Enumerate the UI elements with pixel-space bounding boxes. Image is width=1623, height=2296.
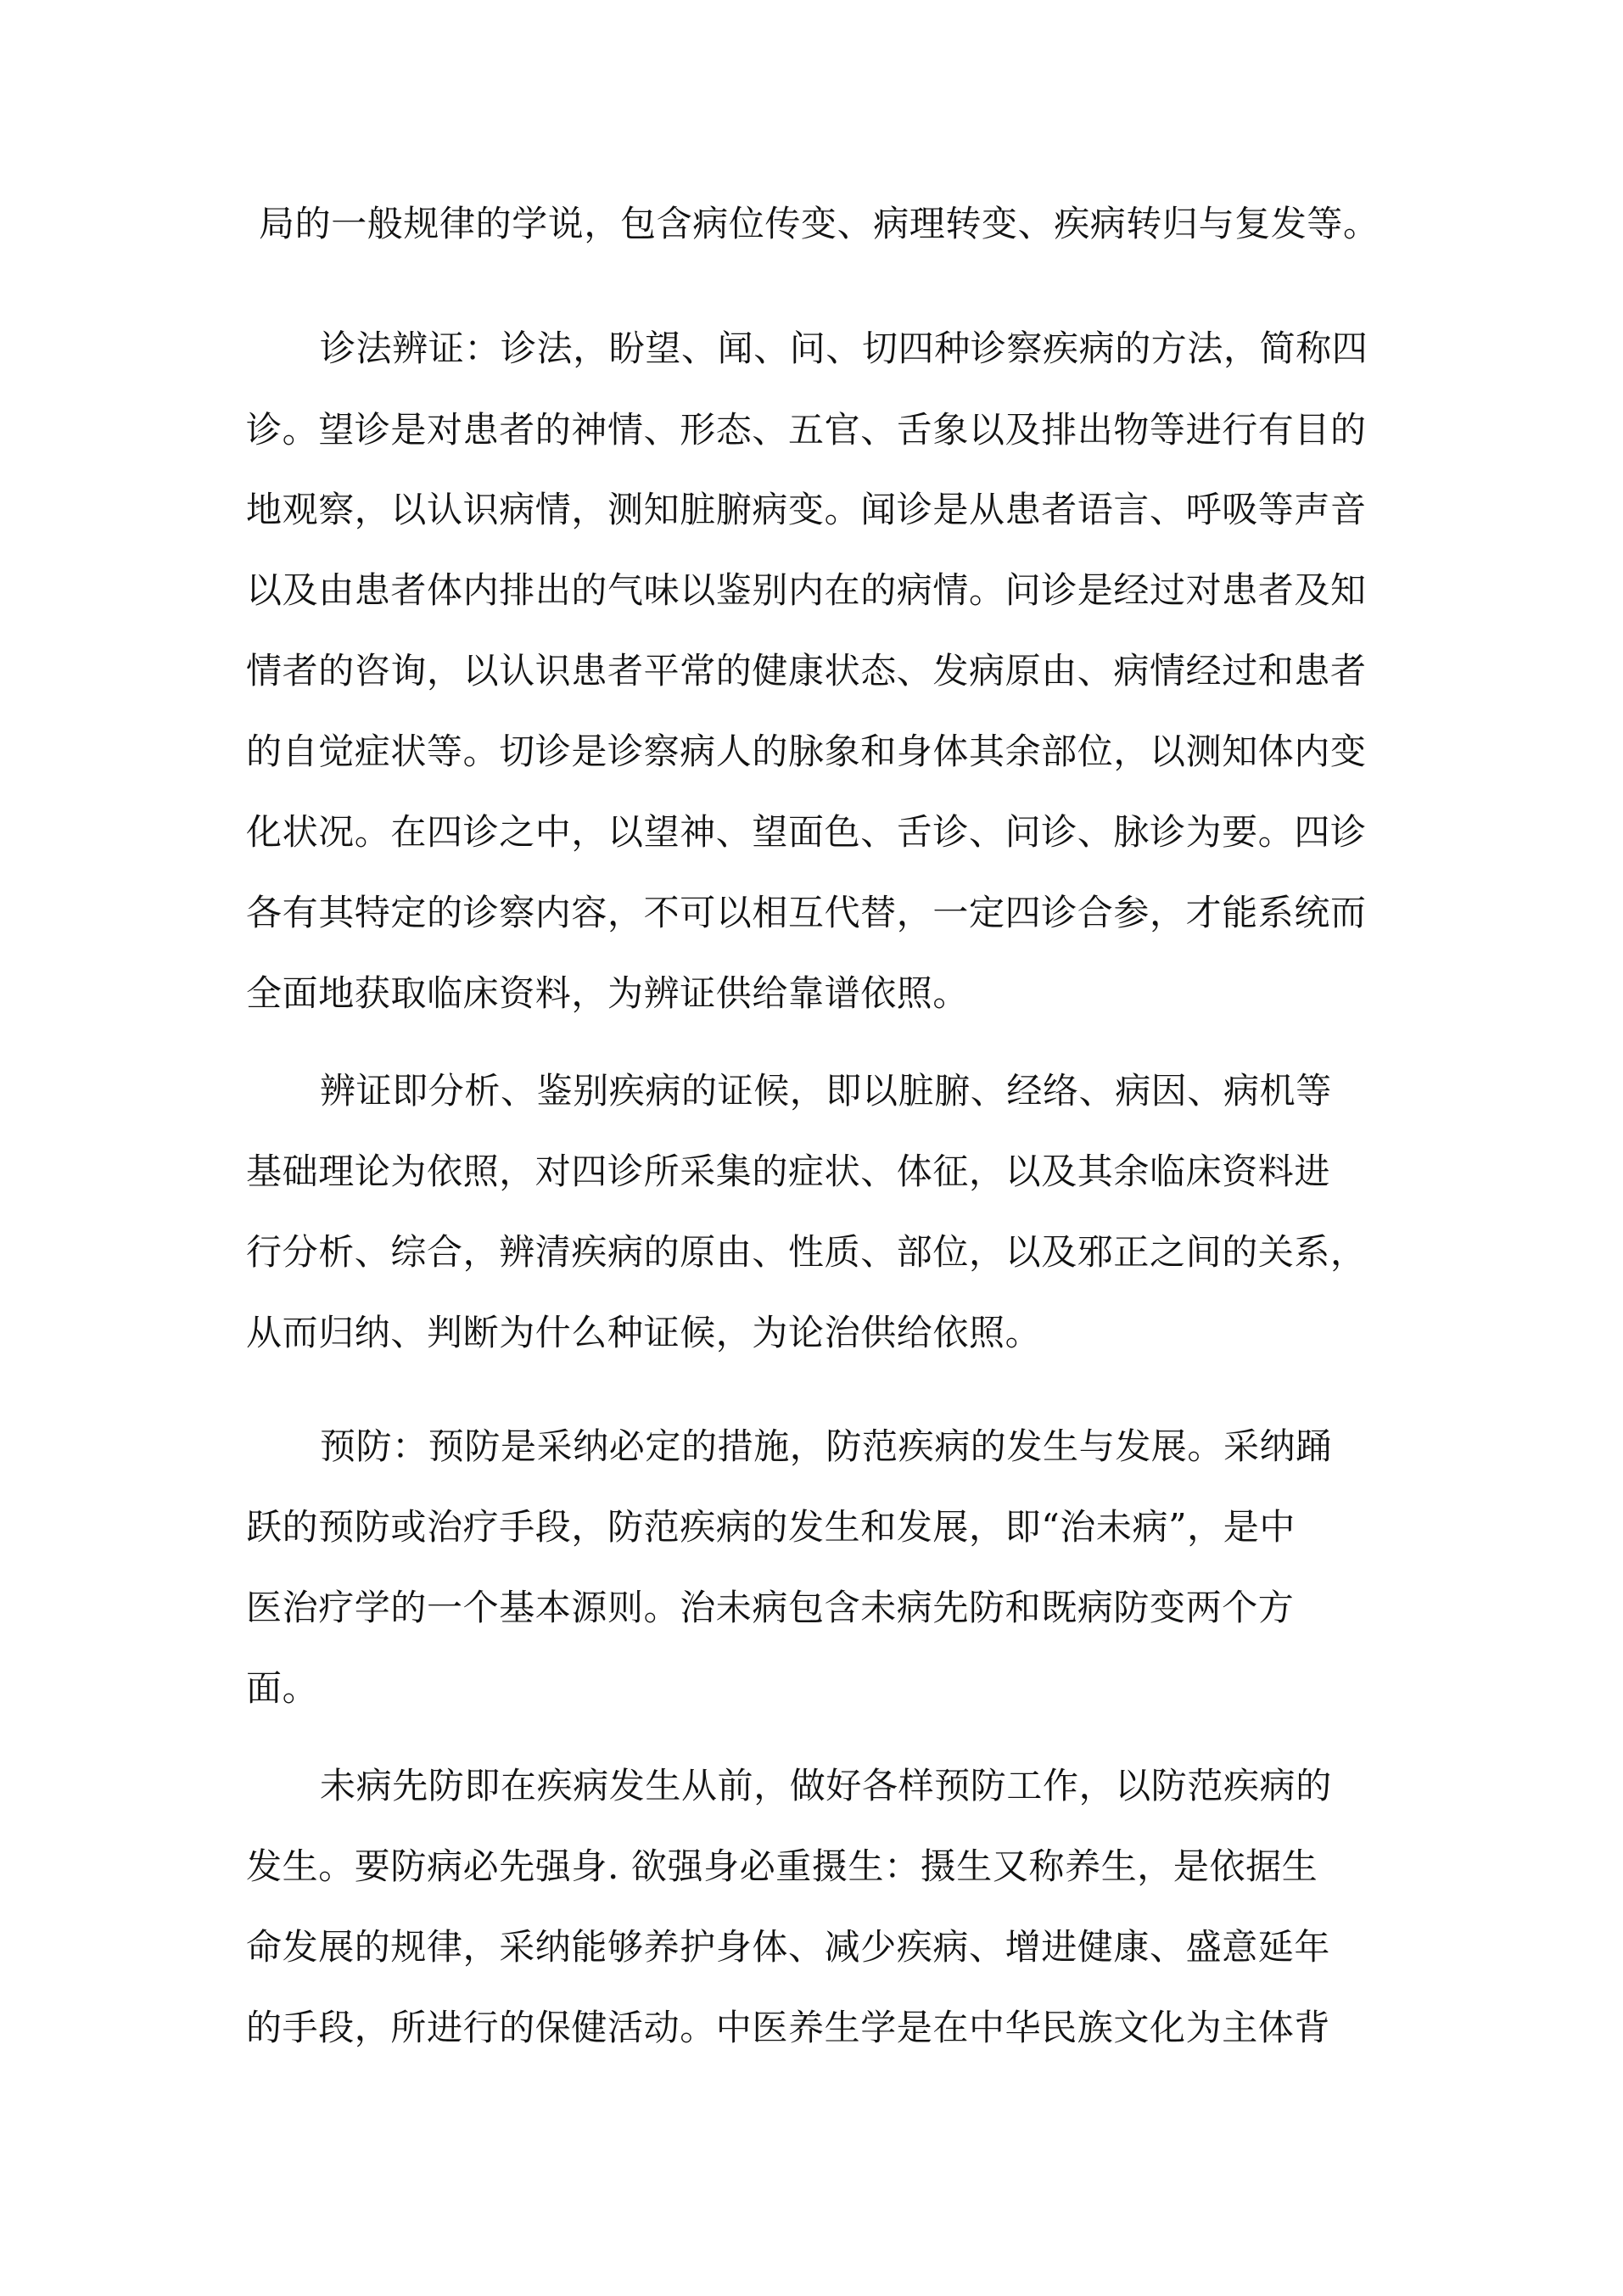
text-line: 的自觉症状等。切诊是诊察病人的脉象和身体其余部位，以测知体内变 xyxy=(246,731,1367,772)
text-line: 命发展的规律，采纳能够养护身体、减少疾病、增进健康、盛意延年 xyxy=(246,1926,1331,1968)
text-line: 发生。要防病必先强身. 欲强身必重摄生：摄生又称养生，是依据生 xyxy=(246,1845,1318,1887)
text-line: 的手段，所进行的保健活动。中医养生学是在中华民族文化为主体背 xyxy=(246,2007,1331,2048)
paragraph-pre-disease-start: 未病先防即在疾病发生从前，做好各样预防工作，以防范疾病的 xyxy=(320,1765,1332,1806)
text-line: 基础理论为依照，对四诊所采集的症状、体征，以及其余临床资料进 xyxy=(246,1151,1331,1192)
text-line: 各有其特定的诊察内容，不可以相互代替，一定四诊合参，才能系统而 xyxy=(246,892,1367,933)
text-line: 从而归纳、判断为什么种证候，为论治供给依照。 xyxy=(246,1312,1042,1353)
text-line: 地观察，以认识病情，测知脏腑病变。闻诊是从患者语言、呼吸等声音 xyxy=(246,489,1367,530)
text-line: 局的一般规律的学说，包含病位传变、病理转变、疾病转归与复发等。 xyxy=(259,203,1380,244)
text-line: 行分析、综合，辨清疾病的原由、性质、部位，以及邪正之间的关系， xyxy=(246,1231,1367,1273)
text-line: 跃的预防或治疗手段，防范疾病的发生和发展，即“治未病”，是中 xyxy=(246,1506,1296,1548)
paragraph-syndrome-start: 辨证即分析、鉴别疾病的证候，即以脏腑、经络、病因、病机等 xyxy=(320,1070,1332,1112)
text-line: 面。 xyxy=(246,1667,319,1709)
text-line: 化状况。在四诊之中，以望神、望面色、舌诊、问诊、脉诊为要。四诊 xyxy=(246,811,1367,853)
text-line: 情者的咨询，以认识患者平常的健康状态、发病原由、病情经过和患者 xyxy=(246,650,1367,692)
text-line: 医治疗学的一个基本源则。治未病包含未病先防和既病防变两个方 xyxy=(246,1587,1295,1628)
text-line: 全面地获取临床资料，为辨证供给靠谱依照。 xyxy=(246,972,970,1014)
text-line: 以及由患者体内排出的气味以鉴别内在的病情。问诊是经过对患者及知 xyxy=(246,569,1367,611)
text-line: 诊。望诊是对患者的神情、形态、五官、舌象以及排出物等进行有目的 xyxy=(246,409,1367,451)
paragraph-diagnosis-start: 诊法辨证：诊法，盼望、闻、问、切四种诊察疾病的方法，简称四 xyxy=(320,328,1368,369)
paragraph-prevention-start: 预防：预防是采纳必定的措施，防范疾病的发生与发展。采纳踊 xyxy=(320,1425,1332,1467)
